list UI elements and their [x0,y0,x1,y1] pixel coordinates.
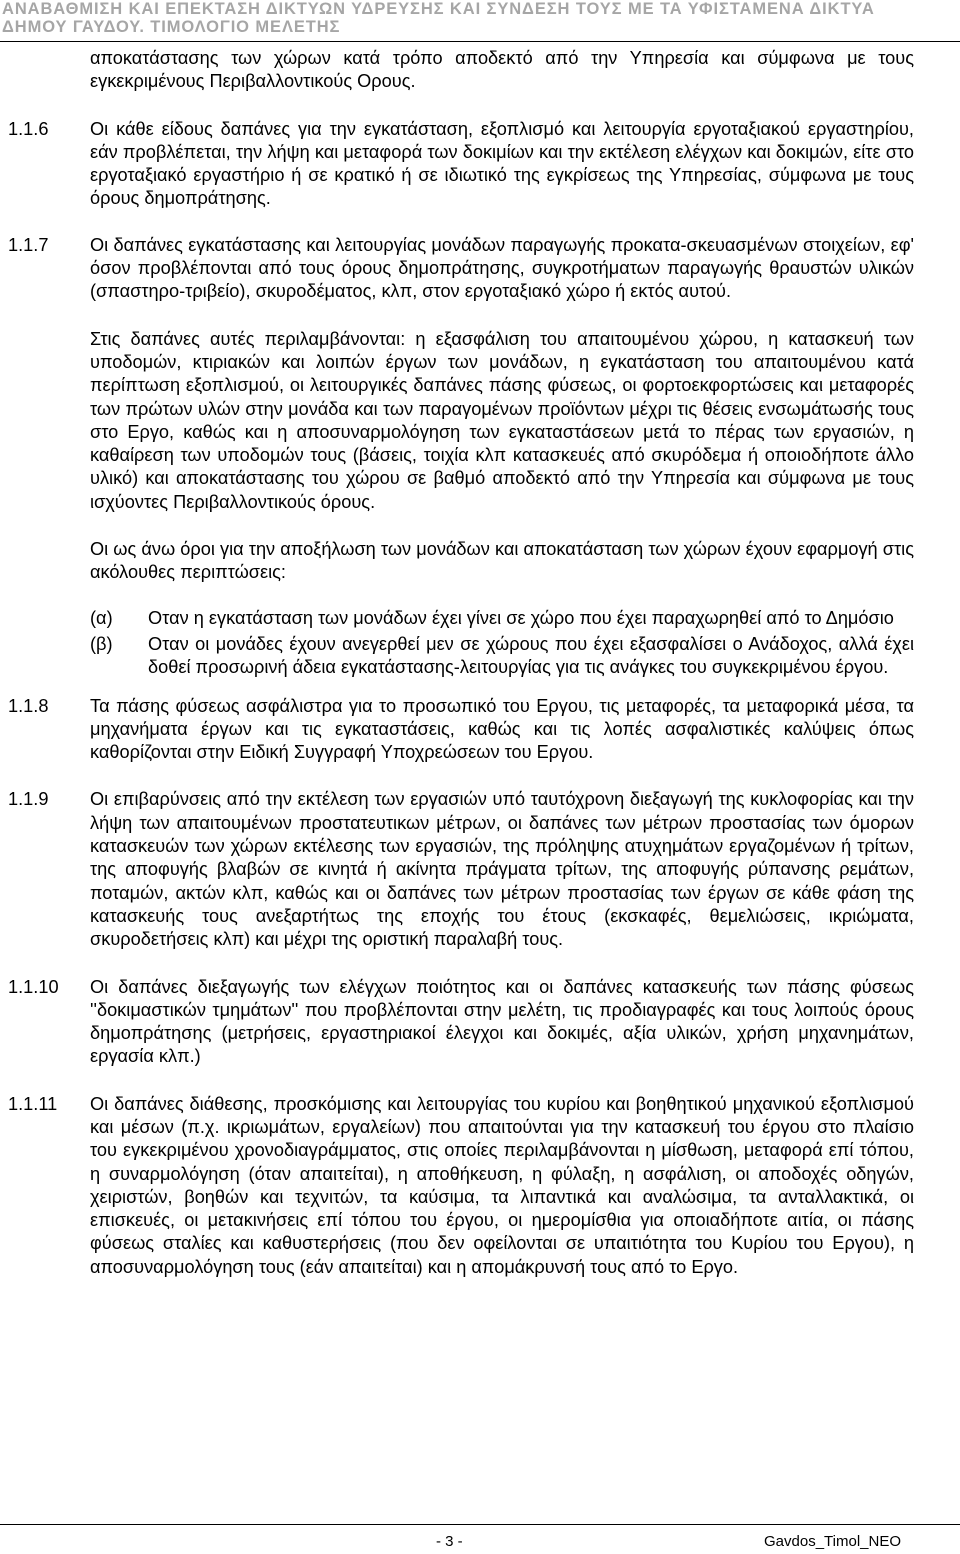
sub-case-label: (α) [90,607,113,628]
running-header [0,0,960,42]
document-code: Gavdos_Timol_NEO [764,1533,901,1550]
sub-case-a [90,607,914,630]
clause-1-1-7 [8,234,914,585]
header-title-line-2: ΔΗΜΟΥ ΓΑΥΔΟΥ. ΤΙΜΟΛΟΓΙΟ ΜΕΛΕΤΗΣ [2,18,341,36]
clause-1-1-10 [8,976,914,1069]
clause-1-1-9 [8,788,914,951]
clause-text: Οι δαπάνες διάθεσης, προσκόμισης και λειτουργίας του κυρίου και βοηθητικού μηχανικού εξοπλισμού και μέσων (π.χ. ικριωμάτων, εργαλείων) που απαιτούνται για την κατασκευή του έργου στο πλαίσιο του εγκεκριμένου χρονοδιαγράμματος, στις οποίες περιλαμβάνονται η μίσθωση, μεταφορά επί τόπου, η συναρμολόγηση (όταν απαιτείται), η αποθήκευση, η φύλαξη, η ασφάλιση, οι αποδοχές οδηγών, χειριστών, βοηθών και τεχνιτών, τα καύσιμα, τα λιπαντικά και αναλώσιμα, τα ανταλλακτικά, οι επισκευές, οι μετακινήσεις επί τόπου του έργου, οι ημερομίσθια για οποιαδήποτε αιτία, οι πάσης φύσεως σταλίες και καθυστερήσεις (που δεν οφείλονται σε υπαιτιότητα του Κυρίου του Εργου), η αποσυναρμολόγηση τους (εάν απαιτείται) και η απομάκρυνσή τους από το Εργο. [90,1093,914,1277]
continuation-paragraph: αποκατάστασης των χώρων κατά τρόπο αποδεκτό από την Υπηρεσία και σύμφωνα με τους εγκεκριμένους Περιβαλλοντικούς Ορους. [90,48,914,92]
clause-number: 1.1.7 [8,234,49,255]
page-footer [0,1524,960,1554]
clause-text: Οι κάθε είδους δαπάνες για την εγκατάσταση, εξοπλισμό και λειτουργία εργοταξιακού εργαστηρίου, εάν προβλέπεται, την λήψη και μεταφορά των δοκιμίων και την εκτέλεση ελέγχων και δοκιμών, είτε στο εργοταξιακό εργαστήριο ή σε κρατικό ή σε ιδιωτικό της εγκρίσεως της Υπηρεσίας, σύμφωνα με τους όρους δημοπράτησης. [90,118,914,209]
document-body [0,47,960,1279]
clause-1-1-11 [8,1093,914,1279]
sub-case-text: Οταν η εγκατάσταση των μονάδων έχει γίνει σε χώρο που έχει παραχωρηθεί από το Δημόσιο [148,607,894,628]
header-title-line-1: ΑΝΑΒΑΘΜΙΣΗ ΚΑΙ ΕΠΕΚΤΑΣΗ ΔΙΚΤΥΩΝ ΥΔΡΕΥΣΗΣ ΚΑΙ ΣΥΝΔΕΣΗ ΤΟΥΣ ΜΕ ΤΑ ΥΦΙΣΤΑΜΕΝΑ ΔΙΚΤΥΑ [2,0,875,18]
sub-case-text: Οταν οι μονάδες έχουν ανεγερθεί μεν σε χώρους που έχει εξασφαλίσει ο Ανάδοχος, αλλά έχει δοθεί προσωρινή άδεια εγκατάστασης-λειτουργίας για τις ανάγκες του συγκεκριμένου έργου. [148,633,914,678]
clause-number: 1.1.10 [8,976,59,997]
clause-text: Οι επιβαρύνσεις από την εκτέλεση των εργασιών υπό ταυτόχρονη διεξαγωγή της κυκλοφορίας και την λήψη των απαιτουμένων προστατευτικων μέτρων, οι δαπάνες των μέτρων προστασίας των όμορων κατασκευών των χώρων εκτέλεσης των εργασιών, της πρόληψης ατυχημάτων εργαζομένων ή τρίτων, της αποφυγής βλαβών σε κινητά ή ακίνητα πράγματα τρίτων, της αποφυγής ρύπανσης ρεμάτων, ποταμών, ακτών κλπ, καθώς και οι δαπάνες των μέτρων προστασίας των έργων σε κάθε φάση της κατασκευής τους ανεξαρτήτως της εποχής του έτους (εκσκαφές, θεμελιώσεις, ικριώματα, σκυροδετήσεις κλπ) και μέχρι της οριστική παραλαβή τους. [90,789,914,950]
clause-paragraph-3: Οι ως άνω όροι για την αποξήλωση των μονάδων και αποκατάσταση των χώρων έχουν εφαρμογή στις ακόλουθες περιπτώσεις: [90,539,914,583]
clause-text: Τα πάσης φύσεως ασφάλιστρα για το προσωπικό του Εργου, τις μεταφορές, τα μεταφορικά μέσα, τα μηχανήματα έργων και τις εγκαταστάσεις, καθώς και τις λοπές ασφαλιστικές καλύψεις όπως καθορίζονται στην Ειδική Συγγραφή Υποχρεώσεων του Εργου. [90,695,914,763]
clause-1-1-6 [8,118,914,211]
clause-number: 1.1.6 [8,118,49,139]
page-number: - 3 - [436,1533,463,1550]
clause-1-1-8 [8,695,914,765]
clause-number: 1.1.11 [8,1093,58,1114]
clause-text: Οι δαπάνες εγκατάστασης και λειτουργίας μονάδων παραγωγής προκατα-σκευασμένων στοιχείων, εφ' όσον προβλέπονται από τους όρους δημοπράτησης, συγκροτήματων παραγωγής θραυστών υλικών (σπαστηρο-τριβείο), σκυροδέματος, κλπ, στον εργοταξιακό χώρο ή εκτός αυτού. [90,234,914,302]
clause-number: 1.1.9 [8,789,49,810]
sub-case-b [90,633,914,680]
clause-paragraph-2: Στις δαπάνες αυτές περιλαμβάνονται: η εξασφάλιση του απαιτουμένου χώρου, η κατασκευή των υποδομών, κτιριακών και λοιπών έργων των μονάδων, η εγκατάσταση του απαιτουμένου κατά περίπτωση εξοπλισμού, οι λειτουργικές δαπάνες πάσης φύσεως, οι φορτοεκφορτώσεις και μεταφορές των πρώτων υλών στην μονάδα και των παραγομένων προϊόντων μέχρι τις θέσεις ενσωμάτωσής τους στο Εργο, καθώς και η αποσυναρμολόγηση των εγκαταστάσεων μετά το πέρας των εργασιών, η καθαίρεση των υποδομών τους (βάσεις, τοιχία κλπ κατασκευές από σκυρόδεμα ή οποιοδήποτε άλλο υλικό) και αποκατάστασης του χώρου σε βαθμό αποδεκτό από την Υπηρεσία και σύμφωνα με τους ισχύοντες Περιβαλλοντικούς όρους. [90,328,914,512]
sub-case-label: (β) [90,633,113,654]
clause-number: 1.1.8 [8,695,49,716]
clause-text: Οι δαπάνες διεξαγωγής των ελέγχων ποιότητος και οι δαπάνες κατασκευής των πάσης φύσεως ''δοκιμαστικών τμημάτων'' που προβλέπονται στην μελέτη, τις προδιαγραφές και τους λοιπούς όρους δημοπράτησης (μετρήσεις, εργαστηριακοί έλεγχοι και δοκιμές, αξία υλικών, χρήση μηχανημάτων, εργασία κλπ.) [90,976,914,1067]
